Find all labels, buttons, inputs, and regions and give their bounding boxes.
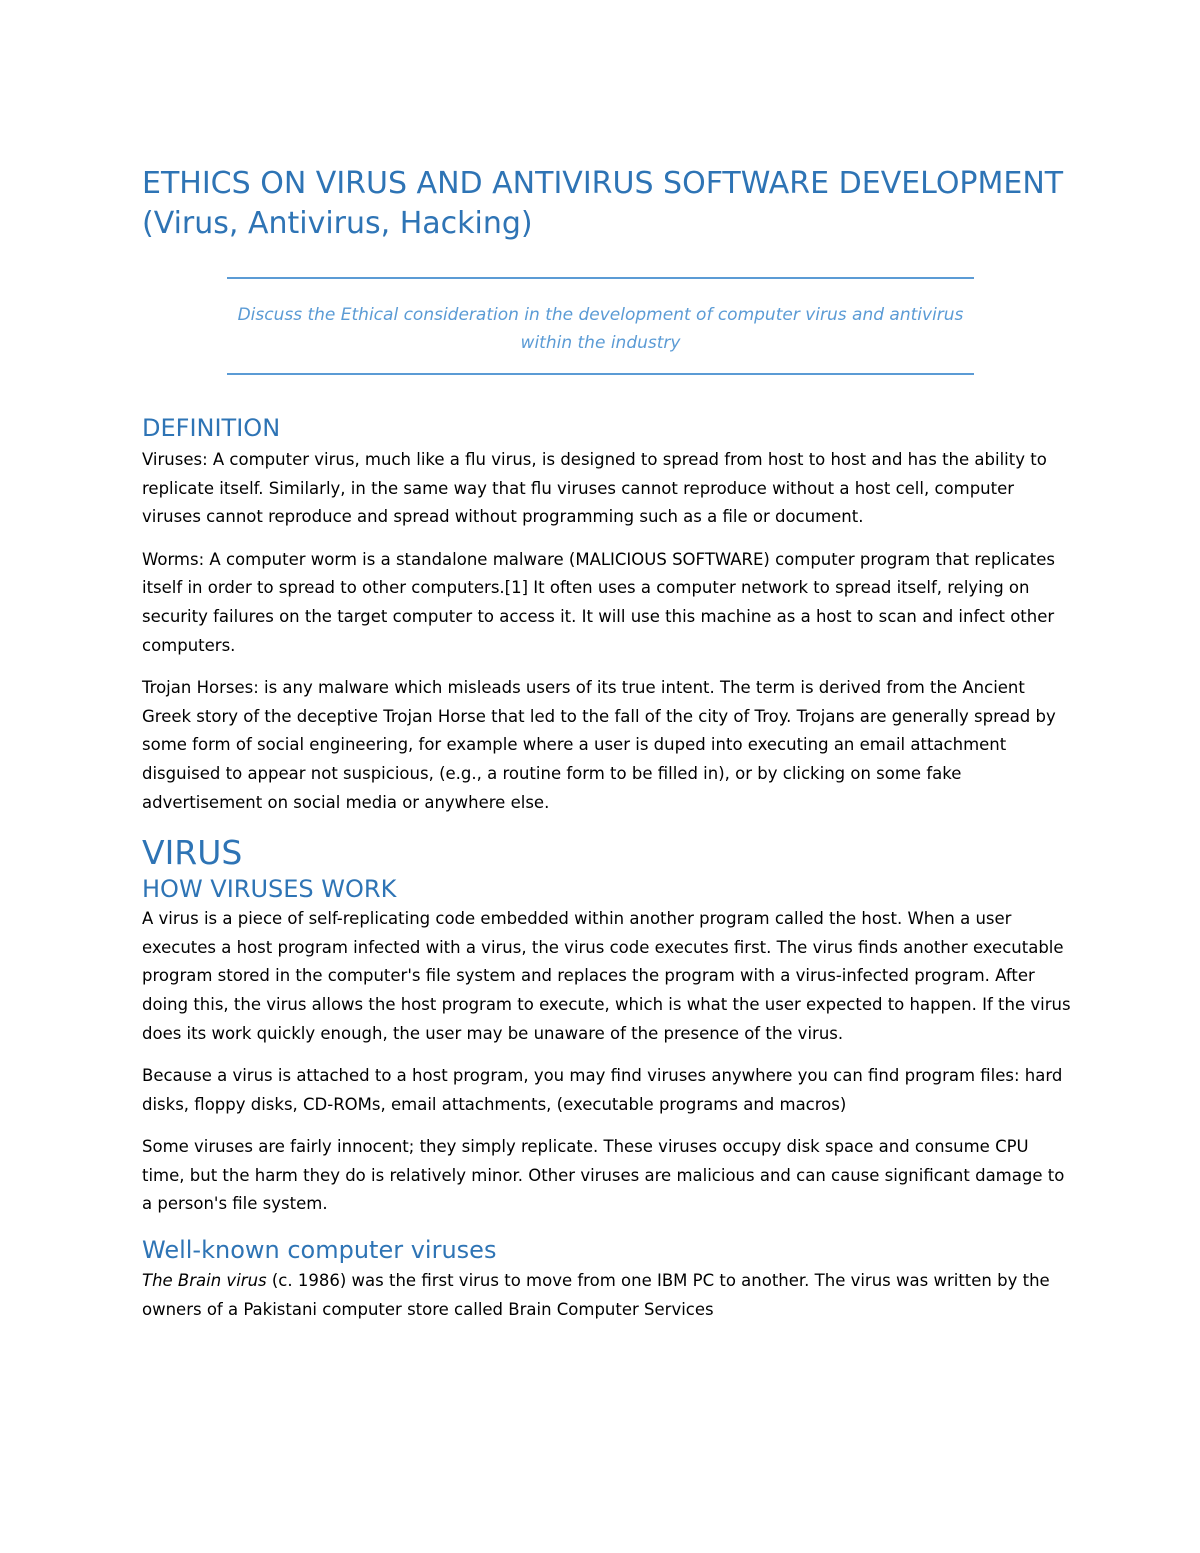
virus-paragraph-2: Because a virus is attached to a host program, you may find viruses anywhere you can find program files: hard disks, floppy disks, CD-ROMs, email attachments, (executable programs and macros) <box>142 1066 1063 1114</box>
document-subtitle: Discuss the Ethical consideration in the development of computer virus and antivirus within the industry <box>237 305 964 353</box>
document-body <box>142 410 1072 1338</box>
viruses-paragraph <box>142 446 1072 532</box>
viruses-text: A computer virus, much like a flu virus, is designed to spread from host to host and has the ability to replicate itself. Similarly, in the same way that flu viruses cannot reproduce without a host cell, computer viruses cannot reproduce and spread without programming such as a file or document. <box>142 450 1047 527</box>
worms-label: Worms: <box>142 549 205 569</box>
viruses-label: Viruses: <box>142 450 208 469</box>
how-viruses-work-heading: HOW VIRUSES WORK <box>142 875 397 904</box>
intense-quote-box <box>227 277 974 375</box>
worms-text: A computer worm is a standalone malware (MALICIOUS SOFTWARE) computer program that replicates itself in order to spread to other computers.[1] It often uses a computer network to spread itself, relying on security failures on the target computer to access it. It will use this machine as a host to scan and infect other computers. <box>142 549 1055 655</box>
trojans-text: is any malware which misleads users of its true intent. The term is derived from the Ancient Greek story of the deceptive Trojan Horse that led to the fall of the city of Troy. Trojans are generally spread by some form of social engineering, for example where a user is duped into executing an email attachment disguised to appear not suspicious, (e.g., a routine form to be filled in), or by clicking on some fake advertisement on social media or anywhere else. <box>142 678 1056 812</box>
trojans-paragraph <box>142 674 1072 817</box>
well-known-viruses-heading: Well-known computer viruses <box>142 1236 497 1265</box>
virus-paragraph-3: Some viruses are fairly innocent; they simply replicate. These viruses occupy disk space and consume CPU time, but the harm they do is relatively minor. Other viruses are malicious and can cause significant damage to a person's file system. <box>142 1137 1065 1214</box>
brain-virus-paragraph <box>142 1267 1072 1324</box>
definition-heading: DEFINITION <box>142 414 281 442</box>
document-title: ETHICS ON VIRUS AND ANTIVIRUS SOFTWARE DEVELOPMENT (Virus, Antivirus, Hacking) <box>142 166 1064 241</box>
virus-paragraph-1: A virus is a piece of self-replicating code embedded within another program called the host. When a user executes a host program infected with a virus, the virus code executes first. The virus finds another executable program stored in the computer's file system and replaces the program with a virus-infected program. After doing this, the virus allows the host program to execute, which is what the user expected to happen. If the virus does its work quickly enough, the user may be unaware of the presence of the virus. <box>142 909 1071 1043</box>
brain-virus-text: (c. 1986) was the first virus to move from one IBM PC to another. The virus was written by the owners of a Pakistani computer store called Brain Computer Services <box>142 1271 1050 1319</box>
brain-virus-name: The Brain virus <box>142 1271 267 1291</box>
worms-paragraph <box>142 546 1072 660</box>
trojans-label: Trojan Horses: <box>142 678 259 698</box>
virus-heading: VIRUS <box>142 833 243 873</box>
